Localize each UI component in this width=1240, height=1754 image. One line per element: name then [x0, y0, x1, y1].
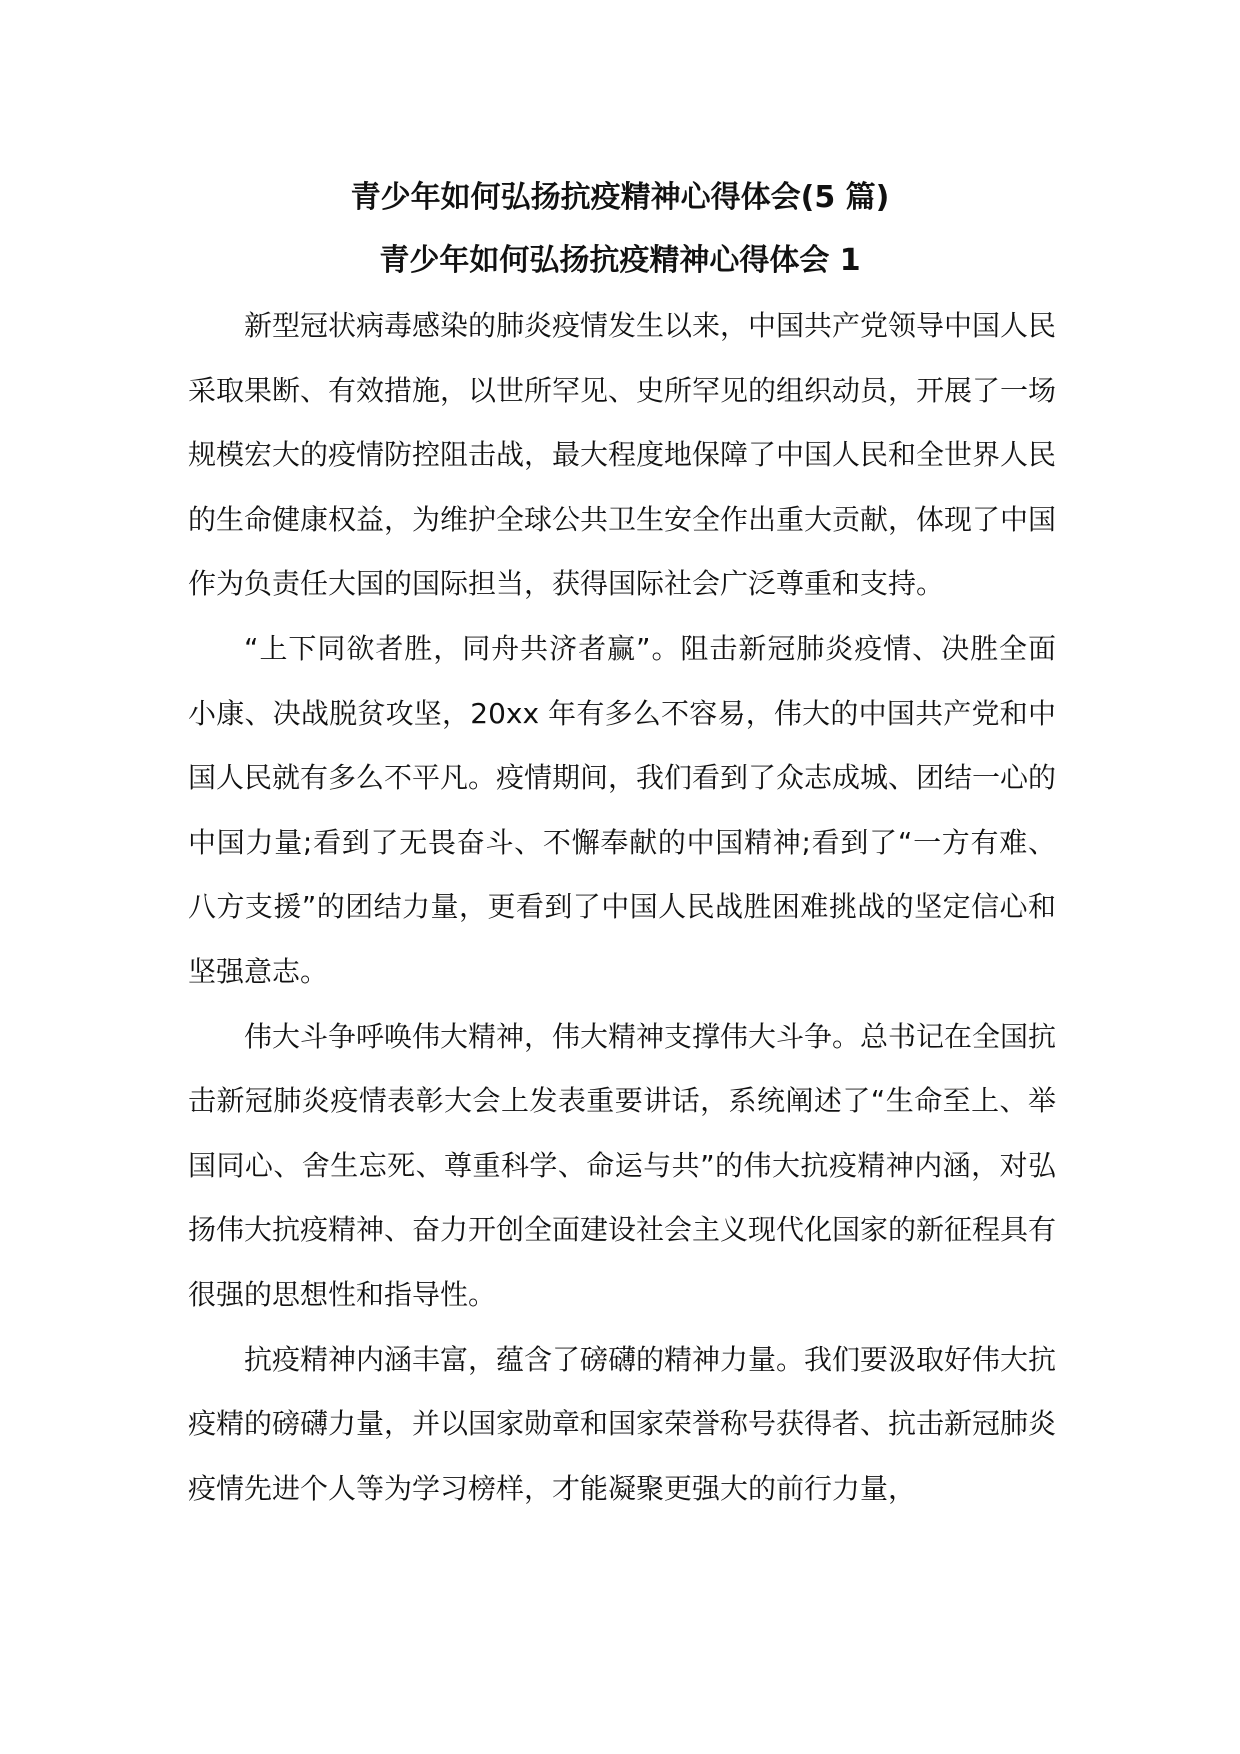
paragraph-2: “上下同欲者胜，同舟共济者赢”。阻击新冠肺炎疫情、决胜全面小康、决战脱贫攻坚，20xx 年有多么不容易，伟大的中国共产党和中国人民就有多么不平凡。疫情期间，我们看到了众志成城、团结一心的中国力量;看到了无畏奋斗、不懈奉献的中国精神;看到了“一方有难、八方支援”的团结力量，更看到了中国人民战胜困难挑战的坚定信心和坚强意志。 — [188, 631, 1057, 988]
document-body — [188, 294, 1056, 1521]
paragraph-1: 新型冠状病毒感染的肺炎疫情发生以来，中国共产党领导中国人民采取果断、有效措施，以世所罕见、史所罕见的组织动员，开展了一场规模宏大的疫情防控阻击战，最大程度地保障了中国人民和全世界人民的生命健康权益，为维护全球公共卫生安全作出重大贡献，体现了中国作为负责任大国的国际担当，获得国际社会广泛尊重和支持。 — [188, 309, 1057, 601]
document-title: 青少年如何弘扬抗疫精神心得体会(5 篇) — [350, 180, 890, 215]
paragraph-4: 抗疫精神内涵丰富，蕴含了磅礴的精神力量。我们要汲取好伟大抗疫精的磅礴力量，并以国家勋章和国家荣誉称号获得者、抗击新冠肺炎疫情先进个人等为学习榜样，才能凝聚更强大的前行力量， — [188, 1342, 1057, 1505]
document-subtitle: 青少年如何弘扬抗疫精神心得体会 1 — [379, 243, 861, 278]
paragraph-3: 伟大斗争呼唤伟大精神，伟大精神支撑伟大斗争。总书记在全国抗击新冠肺炎疫情表彰大会上发表重要讲话，系统阐述了“生命至上、举国同心、舍生忘死、尊重科学、命运与共”的伟大抗疫精神内涵，对弘扬伟大抗疫精神、奋力开创全面建设社会主义现代化国家的新征程具有很强的思想性和指导性。 — [188, 1019, 1057, 1311]
